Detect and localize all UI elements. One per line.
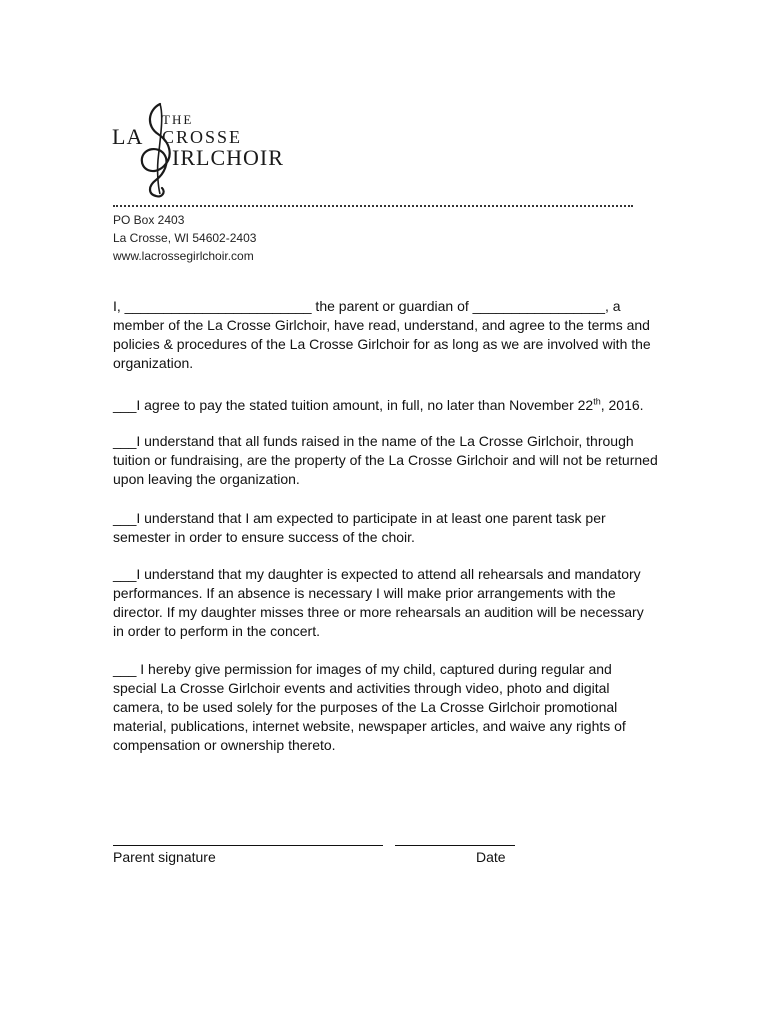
intro-paragraph: I, ________________________ the parent or guardian of _________________, a member of the La Crosse Girlchoir, have read, understand, and agree to the terms and policies & procedures of the La Crosse Girlchoir for as long as we are involved with the organization. [113,298,651,371]
funds-item: ___I understand that all funds raised in the name of the La Crosse Girlchoir, through tuition or fundraising, are the property of the La Crosse Girlchoir and will not be returned upon leaving the organization. [113,433,658,487]
parent-signature-label: Parent signature [113,849,216,865]
date-line[interactable] [395,845,515,846]
address-website: www.lacrossegirlchoir.com [113,249,254,263]
tuition-item [113,396,658,415]
date-label: Date [476,849,506,865]
attendance-item: ___I understand that my daughter is expected to attend all rehearsals and mandatory performances. If an absence is necessary I will make prior arrangements with the director. If my daughter misses three or more rehearsals an audition will be necessary in order to perform in the concert. [113,566,644,639]
choir-logo [112,100,302,200]
address-block [113,211,256,265]
logo-la: LA [112,124,144,149]
address-po-box: PO Box 2403 [113,213,185,227]
tuition-text: ___I agree to pay the stated tuition amount, in full, no later than November 22 [113,397,594,413]
logo-girlchoir: IRLCHOIR [172,145,284,170]
header-divider [113,205,633,207]
parent-signature-line[interactable] [113,845,383,846]
logo-crosse: CROSSE [162,127,243,147]
address-city: La Crosse, WI 54602-2403 [113,231,257,245]
tuition-ordinal: th [593,396,601,407]
logo-the: THE [162,112,194,127]
image-permission-item: ___ I hereby give permission for images of my child, captured during regular and special La Crosse Girlchoir events and activities through video, photo and digital camera, to be used solely for the purposes of the La Crosse Girlchoir promotional material, publications, internet website, newspaper articles, and waive any rights of compensation or ownership thereto. [113,661,626,753]
parent-task-item: ___I understand that I am expected to participate in at least one parent task per semester in order to ensure success of the choir. [113,510,606,545]
tuition-year: , 2016. [600,397,644,413]
